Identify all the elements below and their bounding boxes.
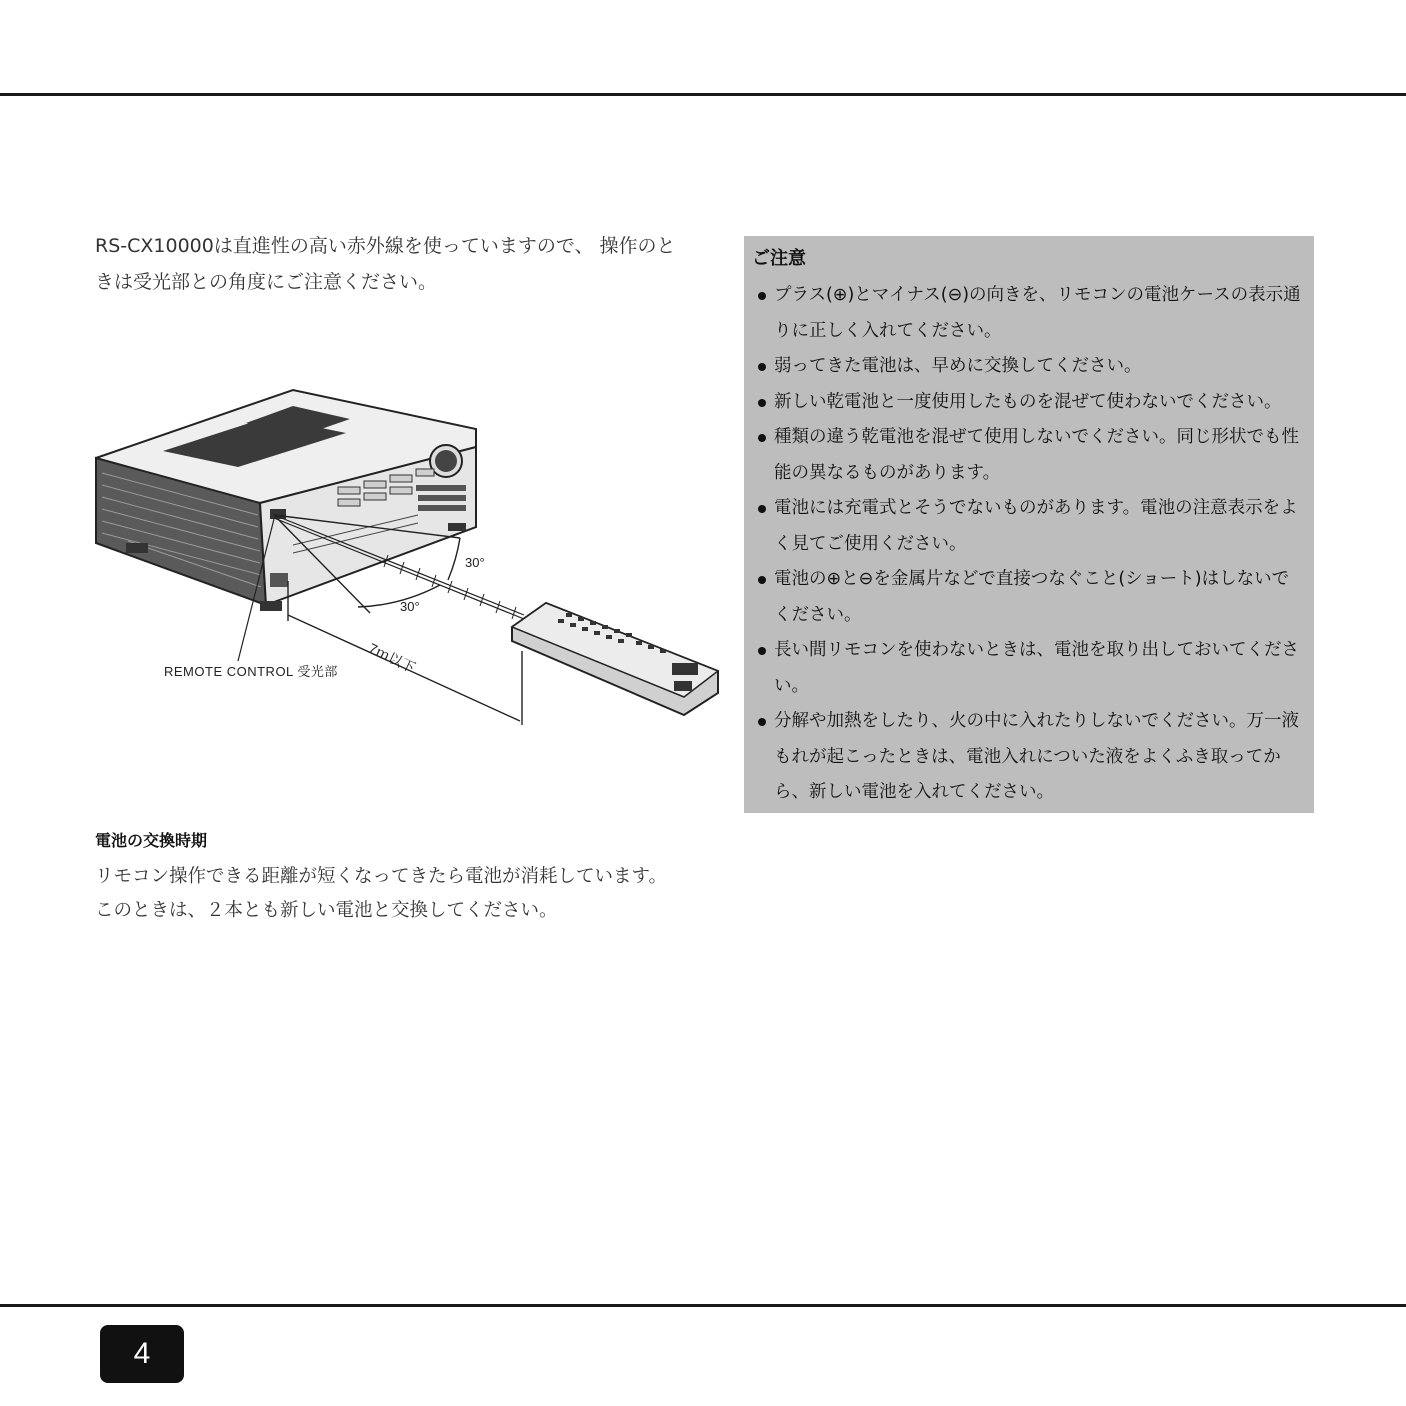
bullet-icon <box>758 292 766 300</box>
battery-section-body <box>95 860 695 928</box>
caution-item-text: 種類の違う乾電池を混ぜて使用しないでください。同じ形状でも性能の異なるものがあります。 <box>774 427 1299 483</box>
caution-box <box>744 236 1314 813</box>
caution-item-text: 新しい乾電池と一度使用したものを混ぜて使わないでください。 <box>774 391 1282 412</box>
bullet-icon <box>758 363 766 371</box>
bullet-icon <box>758 434 766 442</box>
caution-item <box>752 278 1304 349</box>
intro-line-2: きは受光部との角度にご注意ください。 <box>95 271 438 293</box>
sensor-label: REMOTE CONTROL 受光部 <box>164 664 338 679</box>
remote-angle-figure <box>88 375 728 745</box>
angle-label-upper: 30° <box>465 555 485 570</box>
bullet-icon <box>758 399 766 407</box>
bullet-icon <box>758 647 766 655</box>
caution-item <box>752 704 1304 811</box>
intro-paragraph <box>95 228 685 300</box>
angle-label-lower: 30° <box>400 599 420 614</box>
caution-item-text: 電池には充電式とそうでないものがあります。電池の注意表示をよく見てご使用ください。 <box>774 498 1298 554</box>
caution-item <box>752 385 1304 421</box>
caution-item-text: 長い間リモコンを使わないときは、電池を取り出しておいてください。 <box>774 640 1299 696</box>
bottom-rule <box>0 1304 1406 1307</box>
caution-title: ご注意 <box>752 248 806 269</box>
caution-item-text: 弱ってきた電池は、早めに交換してください。 <box>774 356 1142 376</box>
receiver-and-remote-illustration <box>88 375 728 745</box>
battery-line-1: リモコン操作できる距離が短くなってきたら電池が消耗しています。 <box>95 866 668 887</box>
bullet-icon <box>758 576 766 584</box>
caution-item <box>752 633 1304 704</box>
caution-item-text: 電池の⊕と⊖を金属片などで直接つなぐこと(ショート)はしないでください。 <box>774 569 1290 625</box>
battery-line-2: このときは、２本とも新しい電池と交換してください。 <box>95 900 558 921</box>
intro-line-1: RS-CX10000は直進性の高い赤外線を使っていますので、 操作のと <box>95 235 676 257</box>
caution-item <box>752 562 1304 633</box>
caution-item <box>752 491 1304 562</box>
page-number: 4 <box>133 1337 151 1370</box>
caution-item-text: プラス(⊕)とマイナス(⊖)の向きを、リモコンの電池ケースの表示通りに正しく入れてください。 <box>774 285 1301 341</box>
battery-section-title: 電池の交換時期 <box>95 831 208 850</box>
bullet-icon <box>758 718 766 726</box>
page-number-badge <box>100 1325 184 1383</box>
top-rule <box>0 93 1406 96</box>
caution-item <box>752 349 1304 385</box>
caution-item <box>752 420 1304 491</box>
caution-list <box>752 278 1304 811</box>
caution-item-text: 分解や加熱をしたり、火の中に入れたりしないでください。万一液もれが起こったときは、電池入れについた液をよくふき取ってから、新しい電池を入れてください。 <box>774 711 1299 802</box>
bullet-icon <box>758 505 766 513</box>
distance-label: 7ｍ以下 <box>366 639 418 677</box>
